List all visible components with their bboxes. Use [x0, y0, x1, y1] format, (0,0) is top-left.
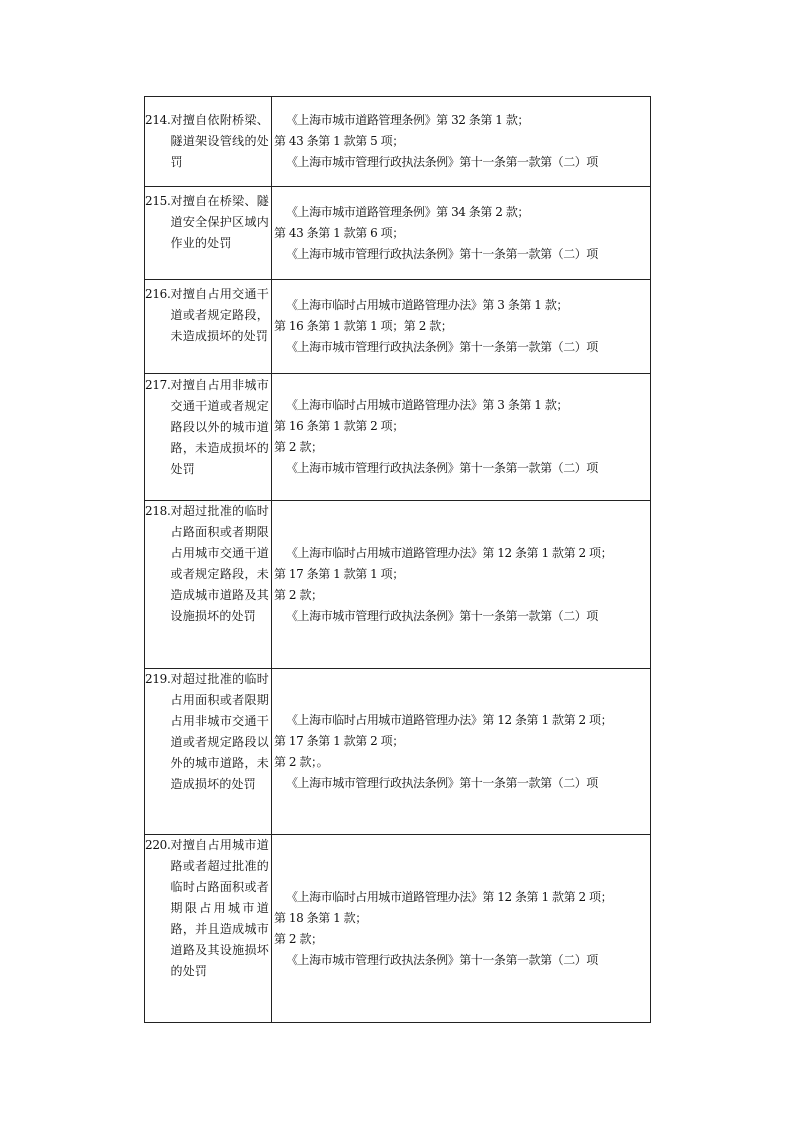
item-number: 220. — [145, 838, 171, 852]
item-number: 218. — [145, 504, 171, 518]
basis-cell — [272, 669, 651, 835]
item-title: 对超过批准的临时占用面积或者限期占用非城市交通干道或者规定路段以外的城市道路，未造成损坏的处罚 — [170, 672, 269, 791]
item-title: 对擅自占用非城市交通干道或者规定路段以外的城市道路，未造成损坏的处罚 — [170, 378, 269, 476]
basis-line: 《上海市临时占用城市道路管理办法》第 12 条第 1 款第 2 项； — [286, 545, 613, 560]
basis-line: 《上海市城市管理行政执法条例》第十一条第一款第（二）项 — [286, 461, 598, 475]
item-title: 对擅自依附桥梁、隧道架设管线的处罚 — [170, 113, 269, 169]
item-cell — [145, 187, 272, 280]
item-cell — [145, 669, 272, 835]
item-title: 对擅自占用城市道路或者超过批准的临时占路面积或者期限占用城市道路，并且造成城市道路及其设施损坏的处罚 — [170, 838, 269, 978]
basis-cell — [272, 280, 651, 374]
item-cell — [145, 835, 272, 1023]
basis-cell — [272, 97, 651, 187]
basis-cell — [272, 835, 651, 1023]
item-title: 对擅自占用交通干道或者规定路段，未造成损坏的处罚 — [170, 287, 269, 343]
basis-line: 第 18 条第 1 款； — [274, 910, 367, 925]
basis-line: 《上海市城市管理行政执法条例》第十一条第一款第（二）项 — [286, 608, 598, 623]
table-row — [145, 835, 651, 1023]
basis-line: 第 17 条第 1 款第 2 项； — [274, 733, 404, 748]
basis-line: 第 16 条第 1 款第 2 项； — [274, 419, 404, 433]
basis-line: 第 17 条第 1 款第 1 项； — [274, 566, 404, 581]
basis-line: 《上海市临时占用城市道路管理办法》第 12 条第 1 款第 2 项； — [286, 889, 613, 904]
basis-line: 《上海市城市道路管理条例》第 34 条第 2 款； — [286, 204, 529, 219]
item-number: 217. — [145, 378, 171, 392]
basis-line: 第 2 款； — [274, 931, 323, 946]
basis-line: 《上海市临时占用城市道路管理办法》第 3 条第 1 款； — [286, 398, 568, 412]
basis-line: 《上海市临时占用城市道路管理办法》第 3 条第 1 款； — [286, 298, 568, 312]
item-cell — [145, 501, 272, 669]
item-number: 214. — [145, 113, 171, 127]
basis-line: 《上海市城市管理行政执法条例》第十一条第一款第（二）项 — [286, 775, 598, 790]
basis-line: 第 43 条第 1 款第 6 项； — [274, 225, 404, 240]
item-title: 对擅自在桥梁、隧道安全保护区域内作业的处罚 — [170, 194, 269, 250]
basis-line: 《上海市城市管理行政执法条例》第十一条第一款第（二）项 — [286, 952, 598, 967]
basis-line: 第 2 款； — [274, 440, 323, 454]
basis-line: 第 43 条第 1 款第 5 项； — [274, 134, 404, 148]
basis-line: 第 16 条第 1 款第 1 项；第 2 款； — [274, 319, 453, 333]
basis-cell — [272, 374, 651, 501]
basis-line: 第 2 款；。 — [274, 754, 329, 769]
table-row — [145, 669, 651, 835]
item-number: 215. — [145, 194, 171, 208]
table-row — [145, 97, 651, 187]
item-cell — [145, 374, 272, 501]
item-cell — [145, 280, 272, 374]
table-row — [145, 374, 651, 501]
table-row — [145, 280, 651, 374]
basis-cell — [272, 187, 651, 280]
item-number: 219. — [145, 672, 171, 686]
basis-line: 第 2 款； — [274, 587, 323, 602]
basis-line: 《上海市临时占用城市道路管理办法》第 12 条第 1 款第 2 项； — [286, 712, 613, 727]
item-cell — [145, 97, 272, 187]
item-number: 216. — [145, 287, 171, 301]
penalty-basis-table — [144, 96, 651, 1023]
table-row — [145, 187, 651, 280]
basis-cell — [272, 501, 651, 669]
table-row — [145, 501, 651, 669]
item-title: 对超过批准的临时占路面积或者期限占用城市交通干道或者规定路段，未造成城市道路及其设施损坏的处罚 — [170, 504, 269, 623]
basis-line: 《上海市城市道路管理条例》第 32 条第 1 款； — [286, 113, 529, 127]
basis-line: 《上海市城市管理行政执法条例》第十一条第一款第（二）项 — [286, 246, 598, 261]
basis-line: 《上海市城市管理行政执法条例》第十一条第一款第（二）项 — [286, 340, 598, 354]
basis-line: 《上海市城市管理行政执法条例》第十一条第一款第（二）项 — [286, 155, 598, 169]
